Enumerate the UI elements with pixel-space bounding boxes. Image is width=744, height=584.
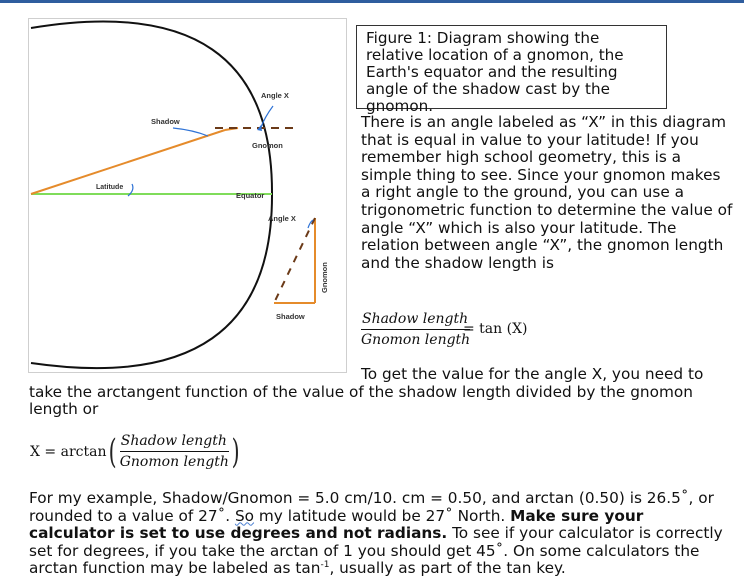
paragraph-arctangent-rest: take the arctangent function of the value of the shadow length divided by the gnomon length or: [29, 382, 693, 419]
example-text-3: To see if your calculator is correctly set for degrees, if you take the arctan of 1 you should get 45˚. On some calculators the arctan function may be labeled as tan: [29, 524, 723, 578]
equation-arctan-lhs: X = arctan: [30, 443, 107, 460]
paragraph-arctangent: [29, 366, 729, 419]
equation-rhs: = tan (X): [463, 321, 528, 337]
fraction-numerator: Shadow length: [361, 311, 470, 330]
label-latitude: Latitude: [96, 184, 124, 191]
label-equator: Equator: [236, 191, 265, 200]
left-paren: (: [109, 431, 118, 472]
example-text-1: For my example, Shadow/Gnomon = 5.0 cm/10. cm = 0.50, and arctan (0.50) is 26.5˚, or rounded to a value of 27˚.: [29, 489, 714, 525]
arctan-numerator: Shadow length: [120, 433, 229, 452]
example-bold-warning: Make sure your calculator is set to use degrees and not radians.: [29, 506, 644, 543]
label-gnomon-side: Gnomon: [320, 262, 329, 293]
label-shadow-top: Shadow: [151, 117, 180, 126]
fraction-shadow-over-gnomon: [361, 311, 470, 348]
paragraph-explanation: There is an angle labeled as “X” in this diagram that is equal in value to your latitude! If you remember high school geometry, this is a simple thing to see. Since your gnomon makes a right angle to the ground, you can use a trigonometric function to determine the value of angle “X” which is also your latitude. The relation between angle “X”, the gnomon length and the shadow length is: [361, 113, 733, 272]
figure-caption: Figure 1: Diagram showing the relative location of a gnomon, the Earth's equator and the resulting angle of the shadow cast by the gnomon.: [356, 25, 667, 109]
top-accent-bar: [0, 0, 744, 3]
fraction-denominator: Gnomon length: [361, 332, 471, 348]
label-gnomon-top: Gnomon: [252, 141, 283, 150]
label-angle-x-bottom: Angle X: [268, 214, 296, 223]
paragraph-arctangent-first-line: To get the value for the angle X, you need to: [361, 365, 704, 383]
gnomon-diagram: [28, 18, 347, 373]
example-text-2: my latitude would be 27˚ North.: [254, 506, 511, 525]
label-shadow-bottom: Shadow: [276, 312, 305, 321]
example-superscript: -1: [320, 560, 330, 571]
right-paren: ): [231, 431, 240, 472]
example-so: So: [234, 506, 255, 525]
arctan-denominator: Gnomon length: [119, 454, 229, 470]
paragraph-example: [29, 490, 734, 578]
equation-tan: [361, 311, 470, 348]
example-text-4: , usually as part of the tan key.: [329, 559, 566, 578]
equation-arctan: [30, 433, 242, 470]
label-angle-x-top: Angle X: [261, 91, 289, 100]
fraction-arctan: [120, 433, 229, 470]
